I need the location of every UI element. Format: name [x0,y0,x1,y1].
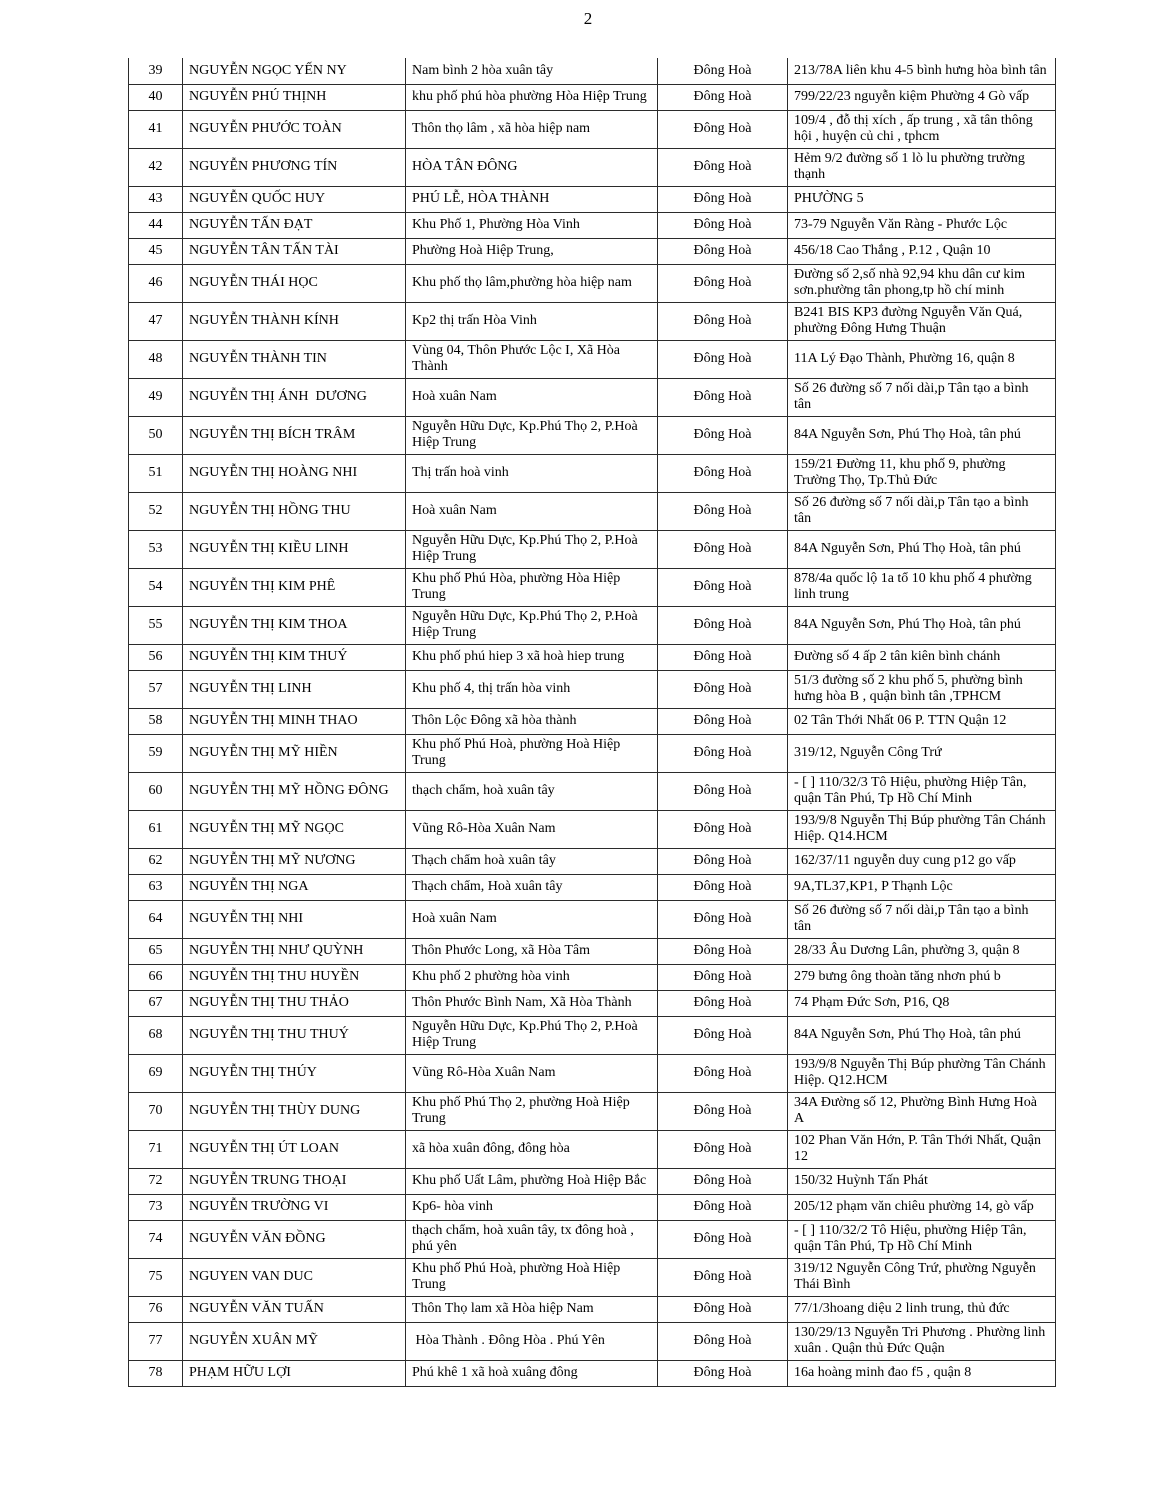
district-cell: Đông Hoà [658,810,788,848]
local-address-cell: Thôn Phước Bình Nam, Xã Hòa Thành [406,990,658,1016]
district-cell: Đông Hoà [658,1016,788,1054]
district-cell: Đông Hoà [658,734,788,772]
page-number: 2 [583,9,593,28]
local-address-cell: Thôn Thọ lam xã Hòa hiệp Nam [406,1296,658,1322]
local-address-cell: Khu Phố 1, Phường Hòa Vinh [406,212,658,238]
contact-address-cell: 799/22/23 nguyễn kiệm Phường 4 Gò vấp [788,84,1056,110]
contact-address-cell: B241 BIS KP3 đường Nguyễn Văn Quá, phường Đông Hưng Thuận [788,302,1056,340]
local-address-cell: Vũng Rô-Hòa Xuân Nam [406,810,658,848]
district-cell: Đông Hoà [658,1360,788,1386]
person-name-cell: NGUYỄN THỊ THU HUYỀN [183,964,406,990]
district-cell: Đông Hoà [658,606,788,644]
person-name-cell: NGUYỄN VĂN ĐỒNG [183,1220,406,1258]
local-address-cell: HÒA TÂN ĐÔNG [406,148,658,186]
row-number-cell: 72 [129,1168,183,1194]
person-name-cell: NGUYỄN THỊ ÁNH DƯƠNG [183,378,406,416]
person-name-cell: NGUYỄN THỊ MINH THAO [183,708,406,734]
table-row [129,734,1056,772]
person-name-cell: NGUYỄN THỊ THU THẢO [183,990,406,1016]
local-address-cell: Khu phố 4, thị trấn hòa vinh [406,670,658,708]
row-number-cell: 66 [129,964,183,990]
district-cell: Đông Hoà [658,1130,788,1168]
district-cell: Đông Hoà [658,708,788,734]
person-name-cell: NGUYỄN THỊ HOÀNG NHI [183,454,406,492]
row-number-cell: 45 [129,238,183,264]
contact-address-cell: PHƯỜNG 5 [788,186,1056,212]
row-number-cell: 65 [129,938,183,964]
person-name-cell: NGUYỄN THỊ NHI [183,900,406,938]
local-address-cell: Khu phố Phú Hoà, phường Hoà Hiệp Trung [406,734,658,772]
person-name-cell: NGUYỄN THỊ THÙY DUNG [183,1092,406,1130]
person-name-cell: NGUYỄN THỊ MỸ HIỀN [183,734,406,772]
person-name-cell: NGUYỄN THÀNH TIN [183,340,406,378]
row-number-cell: 51 [129,454,183,492]
person-name-cell: NGUYỄN THỊ LINH [183,670,406,708]
row-number-cell: 49 [129,378,183,416]
district-cell: Đông Hoà [658,900,788,938]
local-address-cell: Kp6- hòa vinh [406,1194,658,1220]
local-address-cell: Thạch chẩm, Hoà xuân tây [406,874,658,900]
row-number-cell: 58 [129,708,183,734]
contact-address-cell: 34A Đường số 12, Phường Bình Hưng Hoà A [788,1092,1056,1130]
contact-address-cell: 84A Nguyễn Sơn, Phú Thọ Hoà, tân phú [788,530,1056,568]
person-name-cell: NGUYỄN TRƯỜNG VI [183,1194,406,1220]
row-number-cell: 60 [129,772,183,810]
contact-address-cell: - [ ] 110/32/3 Tô Hiệu, phường Hiệp Tân, quận Tân Phú, Tp Hồ Chí Minh [788,772,1056,810]
table-row [129,148,1056,186]
contact-address-cell: - [ ] 110/32/2 Tô Hiệu, phường Hiệp Tân, quận Tân Phú, Tp Hồ Chí Minh [788,1220,1056,1258]
row-number-cell: 59 [129,734,183,772]
contact-address-cell: 51/3 đường số 2 khu phố 5, phường bình hưng hòa B , quận bình tân ,TPHCM [788,670,1056,708]
local-address-cell: Hoà xuân Nam [406,900,658,938]
table-row [129,938,1056,964]
local-address-cell: Khu phố phú hiep 3 xã hoà hiep trung [406,644,658,670]
contact-address-cell: 456/18 Cao Thắng , P.12 , Quận 10 [788,238,1056,264]
row-number-cell: 63 [129,874,183,900]
person-name-cell: NGUYỄN THỊ MỸ HỒNG ĐÔNG [183,772,406,810]
table-row [129,964,1056,990]
person-name-cell: NGUYỄN THỊ MỸ NƯƠNG [183,848,406,874]
contact-address-cell: 84A Nguyễn Sơn, Phú Thọ Hoà, tân phú [788,416,1056,454]
person-name-cell: NGUYỄN THỊ THÚY [183,1054,406,1092]
contact-address-cell: 193/9/8 Nguyễn Thị Búp phường Tân Chánh Hiệp. Q14.HCM [788,810,1056,848]
contact-address-cell: 16a hoàng minh đao f5 , quận 8 [788,1360,1056,1386]
row-number-cell: 46 [129,264,183,302]
contact-address-cell: 102 Phan Văn Hớn, P. Tân Thới Nhất, Quận 12 [788,1130,1056,1168]
contact-address-cell: 74 Phạm Đức Sơn, P16, Q8 [788,990,1056,1016]
row-number-cell: 62 [129,848,183,874]
row-number-cell: 76 [129,1296,183,1322]
district-cell: Đông Hoà [658,848,788,874]
table-row [129,264,1056,302]
local-address-cell: thạch chẩm, hoà xuân tây [406,772,658,810]
district-cell: Đông Hoà [658,302,788,340]
row-number-cell: 40 [129,84,183,110]
row-number-cell: 44 [129,212,183,238]
person-name-cell: NGUYỄN THỊ BÍCH TRÂM [183,416,406,454]
local-address-cell: Khu phố Phú Thọ 2, phường Hoà Hiệp Trung [406,1092,658,1130]
district-cell: Đông Hoà [658,186,788,212]
district-cell: Đông Hoà [658,938,788,964]
person-name-cell: NGUYEN VAN DUC [183,1258,406,1296]
district-cell: Đông Hoà [658,1168,788,1194]
contact-address-cell: 02 Tân Thới Nhất 06 P. TTN Quận 12 [788,708,1056,734]
row-number-cell: 75 [129,1258,183,1296]
person-name-cell: PHẠM HỮU LỢI [183,1360,406,1386]
district-cell: Đông Hoà [658,378,788,416]
local-address-cell: Nguyễn Hữu Dực, Kp.Phú Thọ 2, P.Hoà Hiệp Trung [406,1016,658,1054]
roster-table [128,58,1056,1387]
person-name-cell: NGUYỄN THỊ HỒNG THU [183,492,406,530]
contact-address-cell: Số 26 đường số 7 nối dài,p Tân tạo a bình tân [788,378,1056,416]
district-cell: Đông Hoà [658,1092,788,1130]
table-row [129,1168,1056,1194]
person-name-cell: NGUYỄN THỊ KIM PHÊ [183,568,406,606]
local-address-cell: Khu phố Phú Hòa, phường Hòa Hiệp Trung [406,568,658,606]
row-number-cell: 53 [129,530,183,568]
district-cell: Đông Hoà [658,1258,788,1296]
contact-address-cell: 150/32 Huỳnh Tấn Phát [788,1168,1056,1194]
row-number-cell: 78 [129,1360,183,1386]
district-cell: Đông Hoà [658,568,788,606]
row-number-cell: 68 [129,1016,183,1054]
contact-address-cell: 9A,TL37,KP1, P Thạnh Lộc [788,874,1056,900]
contact-address-cell: 84A Nguyễn Sơn, Phú Thọ Hoà, tân phú [788,1016,1056,1054]
table-row [129,84,1056,110]
table-row [129,708,1056,734]
table-row [129,186,1056,212]
row-number-cell: 52 [129,492,183,530]
contact-address-cell: 109/4 , đỗ thị xích , ấp trung , xã tân thông hội , huyện củ chi , tphcm [788,110,1056,148]
row-number-cell: 74 [129,1220,183,1258]
contact-address-cell: 28/33 Âu Dương Lân, phường 3, quận 8 [788,938,1056,964]
contact-address-cell: 130/29/13 Nguyễn Tri Phương . Phường linh xuân . Quận thủ Đức Quận [788,1322,1056,1360]
row-number-cell: 50 [129,416,183,454]
district-cell: Đông Hoà [658,874,788,900]
person-name-cell: NGUYỄN TRUNG THOẠI [183,1168,406,1194]
contact-address-cell: 159/21 Đường 11, khu phố 9, phường Trường Thọ, Tp.Thủ Đức [788,454,1056,492]
row-number-cell: 71 [129,1130,183,1168]
local-address-cell: Thạch chẩm hoà xuân tây [406,848,658,874]
table-row [129,990,1056,1016]
table-row [129,212,1056,238]
person-name-cell: NGUYỄN NGỌC YẾN NY [183,58,406,84]
contact-address-cell: 162/37/11 nguyễn duy cung p12 go vấp [788,848,1056,874]
row-number-cell: 48 [129,340,183,378]
row-number-cell: 73 [129,1194,183,1220]
table-row [129,530,1056,568]
district-cell: Đông Hoà [658,264,788,302]
person-name-cell: NGUYỄN PHƯỚC TOÀN [183,110,406,148]
row-number-cell: 41 [129,110,183,148]
table-row [129,1016,1056,1054]
contact-address-cell: Đường số 4 ấp 2 tân kiên bình chánh [788,644,1056,670]
table-row [129,340,1056,378]
local-address-cell: Nguyễn Hữu Dực, Kp.Phú Thọ 2, P.Hoà Hiệp Trung [406,606,658,644]
contact-address-cell: Hẻm 9/2 đường số 1 lò lu phường trường thạnh [788,148,1056,186]
district-cell: Đông Hoà [658,1296,788,1322]
district-cell: Đông Hoà [658,772,788,810]
contact-address-cell: Số 26 đường số 7 nối dài,p Tân tạo a bình tân [788,900,1056,938]
local-address-cell: khu phố phú hòa phường Hòa Hiệp Trung [406,84,658,110]
contact-address-cell: 193/9/8 Nguyễn Thị Búp phường Tân Chánh Hiệp. Q12.HCM [788,1054,1056,1092]
table-row [129,1054,1056,1092]
district-cell: Đông Hoà [658,1194,788,1220]
table-row [129,58,1056,84]
local-address-cell: Hoà xuân Nam [406,378,658,416]
table-row [129,670,1056,708]
person-name-cell: NGUYỄN PHÚ THỊNH [183,84,406,110]
person-name-cell: NGUYỄN THỊ MỸ NGỌC [183,810,406,848]
table-row [129,378,1056,416]
person-name-cell: NGUYỄN THÁI HỌC [183,264,406,302]
contact-address-cell: Số 26 đường số 7 nối dài,p Tân tạo a bình tân [788,492,1056,530]
contact-address-cell: 11A Lý Đạo Thành, Phường 16, quận 8 [788,340,1056,378]
district-cell: Đông Hoà [658,990,788,1016]
person-name-cell: NGUYỄN VĂN TUẤN [183,1296,406,1322]
row-number-cell: 77 [129,1322,183,1360]
table-row [129,492,1056,530]
contact-address-cell: 319/12, Nguyễn Công Trứ [788,734,1056,772]
local-address-cell: Khu phố Phú Hoà, phường Hoà Hiệp Trung [406,1258,658,1296]
contact-address-cell: 84A Nguyễn Sơn, Phú Thọ Hoà, tân phú [788,606,1056,644]
person-name-cell: NGUYỄN TÂN TẤN TÀI [183,238,406,264]
row-number-cell: 64 [129,900,183,938]
row-number-cell: 43 [129,186,183,212]
local-address-cell: Hòa Thành . Đông Hòa . Phú Yên [406,1322,658,1360]
local-address-cell: Thôn thọ lâm , xã hòa hiệp nam [406,110,658,148]
district-cell: Đông Hoà [658,84,788,110]
district-cell: Đông Hoà [658,492,788,530]
person-name-cell: NGUYỄN PHƯƠNG TÍN [183,148,406,186]
local-address-cell: Thôn Lộc Đông xã hòa thành [406,708,658,734]
district-cell: Đông Hoà [658,454,788,492]
table-row [129,848,1056,874]
table-row [129,606,1056,644]
district-cell: Đông Hoà [658,416,788,454]
person-name-cell: NGUYỄN TẤN ĐẠT [183,212,406,238]
row-number-cell: 47 [129,302,183,340]
contact-address-cell: Đường số 2,số nhà 92,94 khu dân cư kim sơn.phường tân phong,tp hồ chí minh [788,264,1056,302]
table-row [129,568,1056,606]
row-number-cell: 67 [129,990,183,1016]
table-row [129,644,1056,670]
table-row [129,1258,1056,1296]
person-name-cell: NGUYỄN THỊ THU THUÝ [183,1016,406,1054]
local-address-cell: thạch chẩm, hoà xuân tây, tx đông hoà , phú yên [406,1220,658,1258]
local-address-cell: Khu phố 2 phường hòa vinh [406,964,658,990]
district-cell: Đông Hoà [658,1054,788,1092]
contact-address-cell: 213/78A liên khu 4-5 bình hưng hòa bình tân [788,58,1056,84]
table-row [129,900,1056,938]
district-cell: Đông Hoà [658,58,788,84]
district-cell: Đông Hoà [658,1322,788,1360]
person-name-cell: NGUYỄN XUÂN MỸ [183,1322,406,1360]
local-address-cell: Khu phố Uất Lâm, phường Hoà Hiệp Bắc [406,1168,658,1194]
district-cell: Đông Hoà [658,530,788,568]
local-address-cell: PHÚ LỄ, HÒA THÀNH [406,186,658,212]
district-cell: Đông Hoà [658,964,788,990]
row-number-cell: 55 [129,606,183,644]
local-address-cell: Hoà xuân Nam [406,492,658,530]
local-address-cell: Nam bình 2 hòa xuân tây [406,58,658,84]
row-number-cell: 56 [129,644,183,670]
local-address-cell: Nguyễn Hữu Dực, Kp.Phú Thọ 2, P.Hoà Hiệp Trung [406,530,658,568]
person-name-cell: NGUYỄN THỊ KIM THUÝ [183,644,406,670]
table-row [129,1092,1056,1130]
row-number-cell: 70 [129,1092,183,1130]
table-row [129,1296,1056,1322]
table-row [129,810,1056,848]
person-name-cell: NGUYỄN THỊ NHƯ QUỲNH [183,938,406,964]
local-address-cell: Vũng Rô-Hòa Xuân Nam [406,1054,658,1092]
contact-address-cell: 77/1/3hoang diệu 2 linh trung, thủ đức [788,1296,1056,1322]
table-row [129,874,1056,900]
table-row [129,416,1056,454]
contact-address-cell: 319/12 Nguyễn Công Trứ, phường Nguyễn Thái Bình [788,1258,1056,1296]
district-cell: Đông Hoà [658,1220,788,1258]
table-row [129,1360,1056,1386]
table-row [129,454,1056,492]
row-number-cell: 39 [129,58,183,84]
contact-address-cell: 279 bưng ông thoàn tăng nhơn phú b [788,964,1056,990]
local-address-cell: Kp2 thị trấn Hòa Vinh [406,302,658,340]
contact-address-cell: 205/12 phạm văn chiêu phường 14, gò vấp [788,1194,1056,1220]
local-address-cell: Vùng 04, Thôn Phước Lộc I, Xã Hòa Thành [406,340,658,378]
table-row [129,110,1056,148]
person-name-cell: NGUYỄN THỊ KIỀU LINH [183,530,406,568]
local-address-cell: xã hòa xuân đông, đông hòa [406,1130,658,1168]
local-address-cell: Khu phố thọ lâm,phường hòa hiệp nam [406,264,658,302]
district-cell: Đông Hoà [658,148,788,186]
district-cell: Đông Hoà [658,238,788,264]
row-number-cell: 42 [129,148,183,186]
district-cell: Đông Hoà [658,212,788,238]
table-row [129,1220,1056,1258]
district-cell: Đông Hoà [658,644,788,670]
local-address-cell: Phú khê 1 xã hoà xuâng đông [406,1360,658,1386]
row-number-cell: 57 [129,670,183,708]
local-address-cell: Phường Hoà Hiệp Trung, [406,238,658,264]
district-cell: Đông Hoà [658,110,788,148]
table-row [129,238,1056,264]
contact-address-cell: 73-79 Nguyễn Văn Ràng - Phước Lộc [788,212,1056,238]
local-address-cell: Nguyễn Hữu Dực, Kp.Phú Thọ 2, P.Hoà Hiệp Trung [406,416,658,454]
person-name-cell: NGUYỄN THỊ ÚT LOAN [183,1130,406,1168]
person-name-cell: NGUYỄN QUỐC HUY [183,186,406,212]
table-row [129,1130,1056,1168]
row-number-cell: 61 [129,810,183,848]
table-row [129,302,1056,340]
local-address-cell: Thị trấn hoà vinh [406,454,658,492]
local-address-cell: Thôn Phước Long, xã Hòa Tâm [406,938,658,964]
row-number-cell: 69 [129,1054,183,1092]
table-row [129,1322,1056,1360]
person-name-cell: NGUYỄN THÀNH KÍNH [183,302,406,340]
person-name-cell: NGUYỄN THỊ KIM THOA [183,606,406,644]
contact-address-cell: 878/4a quốc lộ 1a tổ 10 khu phố 4 phường linh trung [788,568,1056,606]
district-cell: Đông Hoà [658,340,788,378]
person-name-cell: NGUYỄN THỊ NGA [183,874,406,900]
table-row [129,772,1056,810]
table-row [129,1194,1056,1220]
row-number-cell: 54 [129,568,183,606]
district-cell: Đông Hoà [658,670,788,708]
